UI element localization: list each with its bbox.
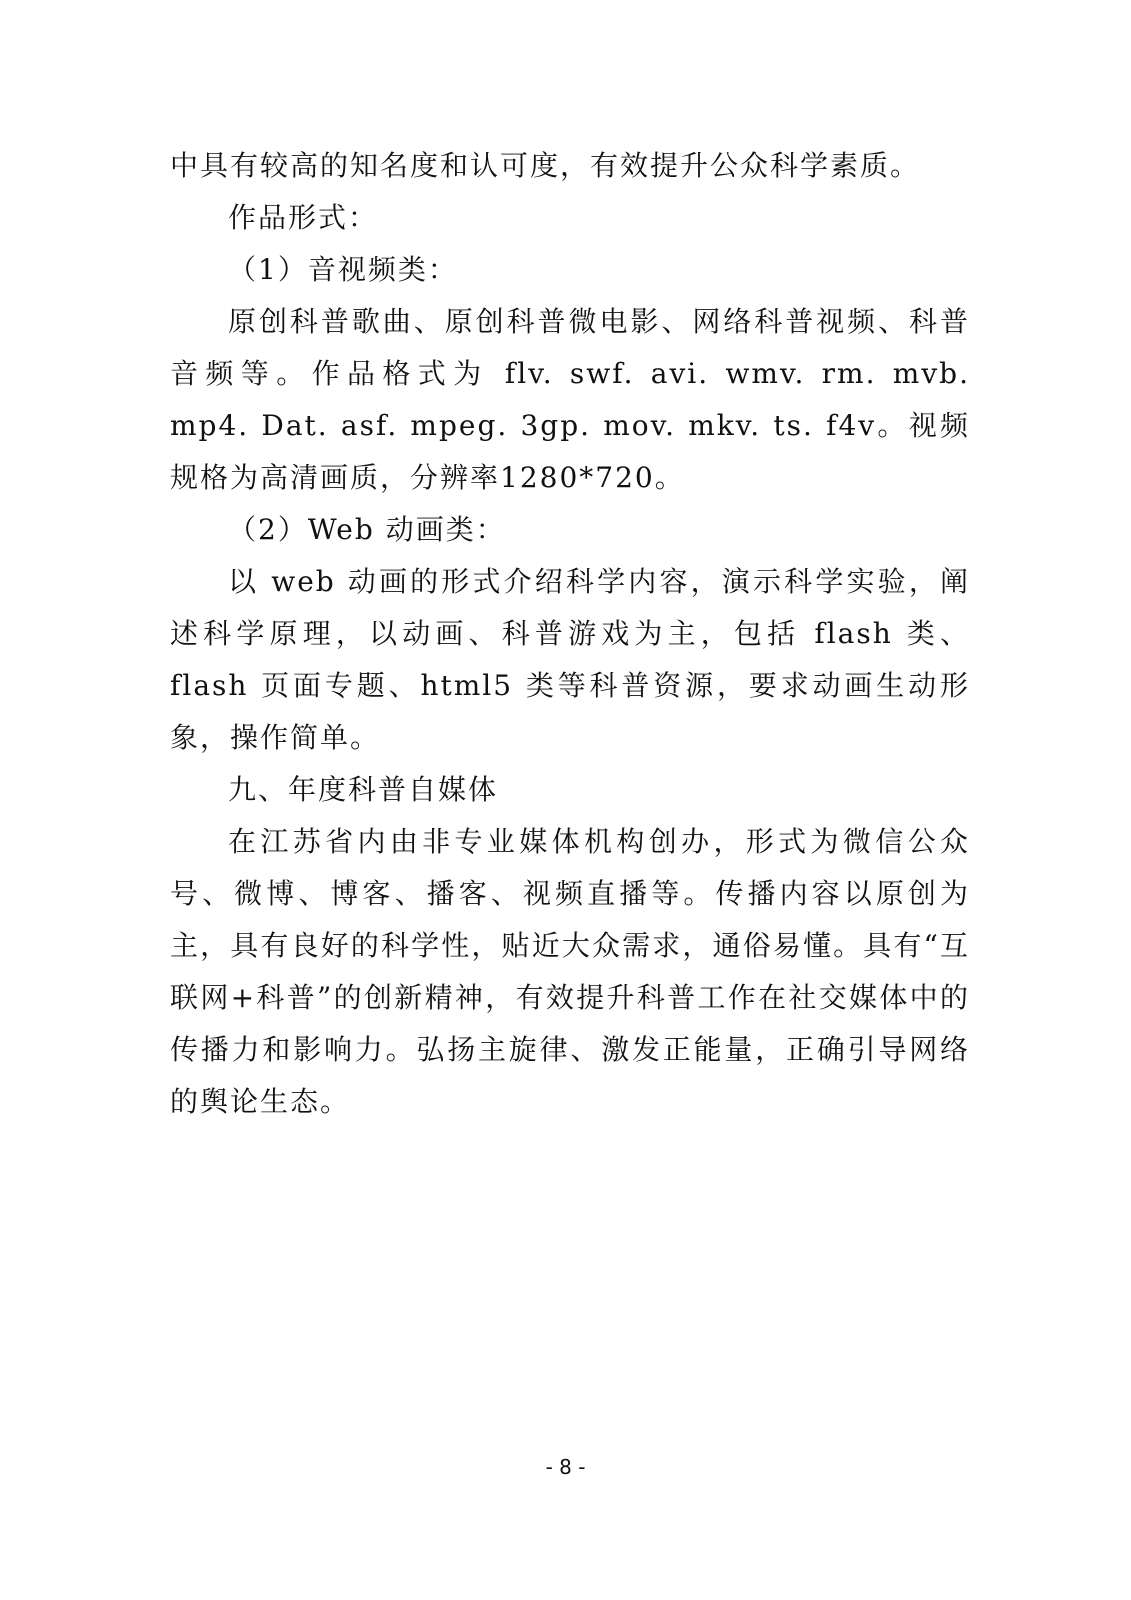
document-body — [170, 140, 970, 1128]
page-number: - 8 - — [545, 1455, 586, 1479]
paragraph-web-animation-body: 以 web 动画的形式介绍科学内容，演示科学实验，阐述科学原理，以动画、科普游戏为主，包括 flash 类、flash 页面专题、html5 类等科普资源，要求动画生动形象，操作简单。 — [170, 565, 970, 754]
section-heading-self-media: 九、年度科普自媒体 — [228, 773, 499, 806]
paragraph-continuation: 中具有较高的知名度和认可度，有效提升公众科学素质。 — [170, 149, 921, 182]
paragraph-audio-video-heading: （1）音视频类： — [228, 253, 458, 286]
paragraph-web-animation-heading: （2）Web 动画类： — [228, 513, 506, 546]
paragraph-work-format-heading: 作品形式： — [228, 201, 379, 234]
paragraph-audio-video-body: 原创科普歌曲、原创科普微电影、网络科普视频、科普音频等。作品格式为 flv. swf. avi. wmv. rm. mvb. mp4. Dat. asf. mpeg. 3gp. mov. mkv. ts. f4v。视频规格为高清画质，分辨率1280*720。 — [170, 305, 970, 494]
paragraph-self-media-body: 在江苏省内由非专业媒体机构创办，形式为微信公众号、微博、博客、播客、视频直播等。传播内容以原创为主，具有良好的科学性，贴近大众需求，通俗易懂。具有“互联网+科普”的创新精神，有效提升科普工作在社交媒体中的传播力和影响力。弘扬主旋律、激发正能量，正确引导网络的舆论生态。 — [170, 825, 970, 1118]
